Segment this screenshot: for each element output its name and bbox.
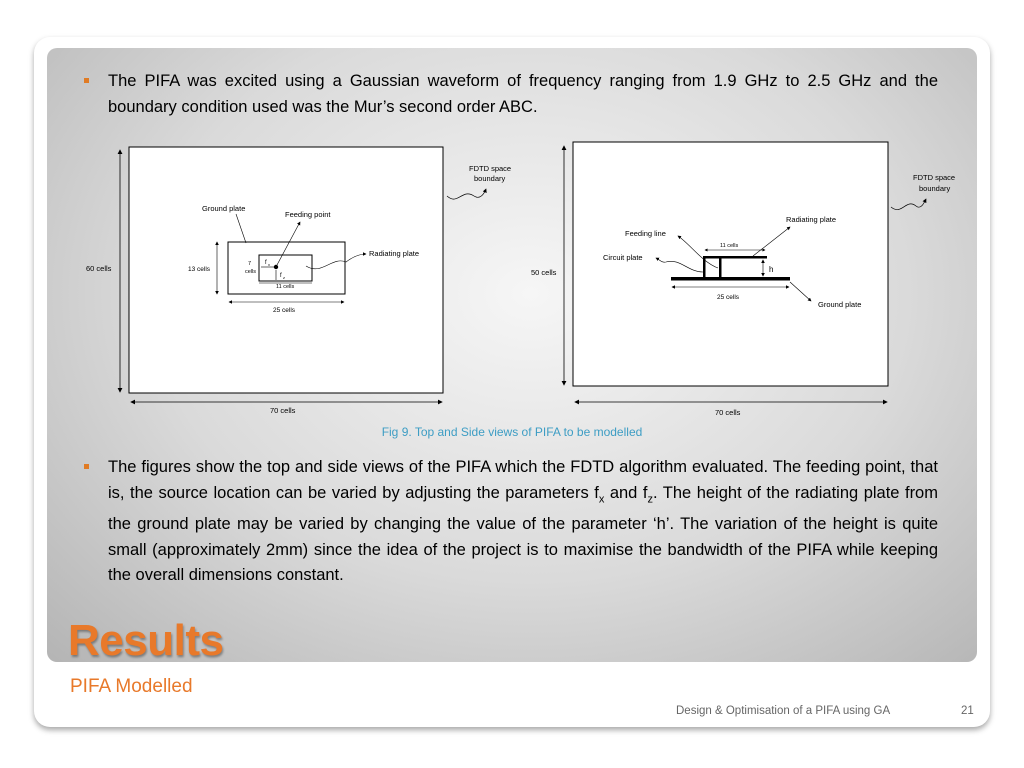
bullet-1-text: The PIFA was excited using a Gaussian waveform of frequency ranging from 1.9 GHz to 2.5 GHz and the boundary condition used was the Mur’s second order ABC. <box>108 72 938 116</box>
top-view-radiating-plate-label: Radiating plate <box>369 249 420 258</box>
top-view-fdtd-label-2: boundary <box>474 174 506 183</box>
side-view-radiating-plate-label: Radiating plate <box>786 215 837 224</box>
side-view-fdtd-leader <box>891 199 926 210</box>
top-view-height-label: 60 cells <box>86 264 112 273</box>
figure-caption: Fig 9. Top and Side views of PIFA to be modelled <box>381 425 643 439</box>
top-view-twentyfive-cells-label: 25 cells <box>273 307 296 314</box>
slide-subtitle: PIFA Modelled <box>70 676 193 697</box>
side-view-ground-plate <box>671 277 790 281</box>
side-view-fdtd-label-1: FDTD space <box>913 173 956 182</box>
top-view-fx-label: f <box>265 260 267 266</box>
side-view-ground-plate-label: Ground plate <box>818 300 862 309</box>
top-view-seven-label: 7 <box>248 261 252 267</box>
top-view-fdtd-label-1: FDTD space <box>469 164 512 173</box>
side-view-h-label: h <box>769 265 774 274</box>
top-view-inner-height-label: 13 cells <box>188 266 211 273</box>
top-view-eleven-cells-label: 11 cells <box>276 284 295 290</box>
footer-text: Design & Optimisation of a PIFA using GA <box>676 705 891 717</box>
top-view-width-label: 70 cells <box>270 406 296 415</box>
top-view-fdtd-leader <box>447 189 486 199</box>
bullet-2-text-end: . The height of the radiating plate from the ground plate may be varied by changing the value of the parameter ‘h’. The variation of the height is quite small (approximately 2mm) since the idea of the project is to maximise the bandwidth of the PIFA while keeping the overall dimensions constant. <box>108 483 938 585</box>
bullet-2-text-start: The figures show the top and side views of the PIFA which the FDTD algorithm evaluated. The feeding point, that is, the source location can be varied by adjusting the parameters f <box>108 458 938 502</box>
bullet-2 <box>108 455 938 589</box>
side-view-circuit-plate-label: Circuit plate <box>603 253 643 262</box>
side-view-eleven-cells-label: 11 cells <box>720 243 739 249</box>
side-view-feeding-line-label: Feeding line <box>625 229 666 238</box>
top-view-ground-plate-label: Ground plate <box>202 204 246 213</box>
side-view-radiating-plate <box>703 256 767 259</box>
side-view-height-label: 50 cells <box>531 268 557 277</box>
top-view-fdtd-box <box>129 147 443 393</box>
bullet-marker <box>84 464 89 469</box>
top-view-feed-point <box>274 265 278 269</box>
side-view-fdtd-box <box>573 142 888 386</box>
side-view-fdtd-label-2: boundary <box>919 184 951 193</box>
top-view-diagram <box>86 147 511 415</box>
top-view-fz-sub: z <box>283 275 285 280</box>
side-view-diagram <box>531 142 955 417</box>
side-view-width-label: 70 cells <box>715 408 741 417</box>
side-view-feed-line <box>719 256 722 278</box>
subscript-z: z <box>647 492 653 505</box>
top-view-fz-label: f <box>280 273 282 279</box>
subscript-x: x <box>598 492 605 505</box>
top-view-feeding-point-label: Feeding point <box>285 210 331 219</box>
bullet-2-text-middle: and f <box>604 483 648 502</box>
slide-title: Results <box>68 616 224 665</box>
top-view-seven-cells-label: cells <box>245 269 257 275</box>
top-view-fx-sub: x <box>268 262 270 267</box>
slide-number: 21 <box>961 705 974 717</box>
side-view-twentyfive-cells-label: 25 cells <box>717 294 740 301</box>
